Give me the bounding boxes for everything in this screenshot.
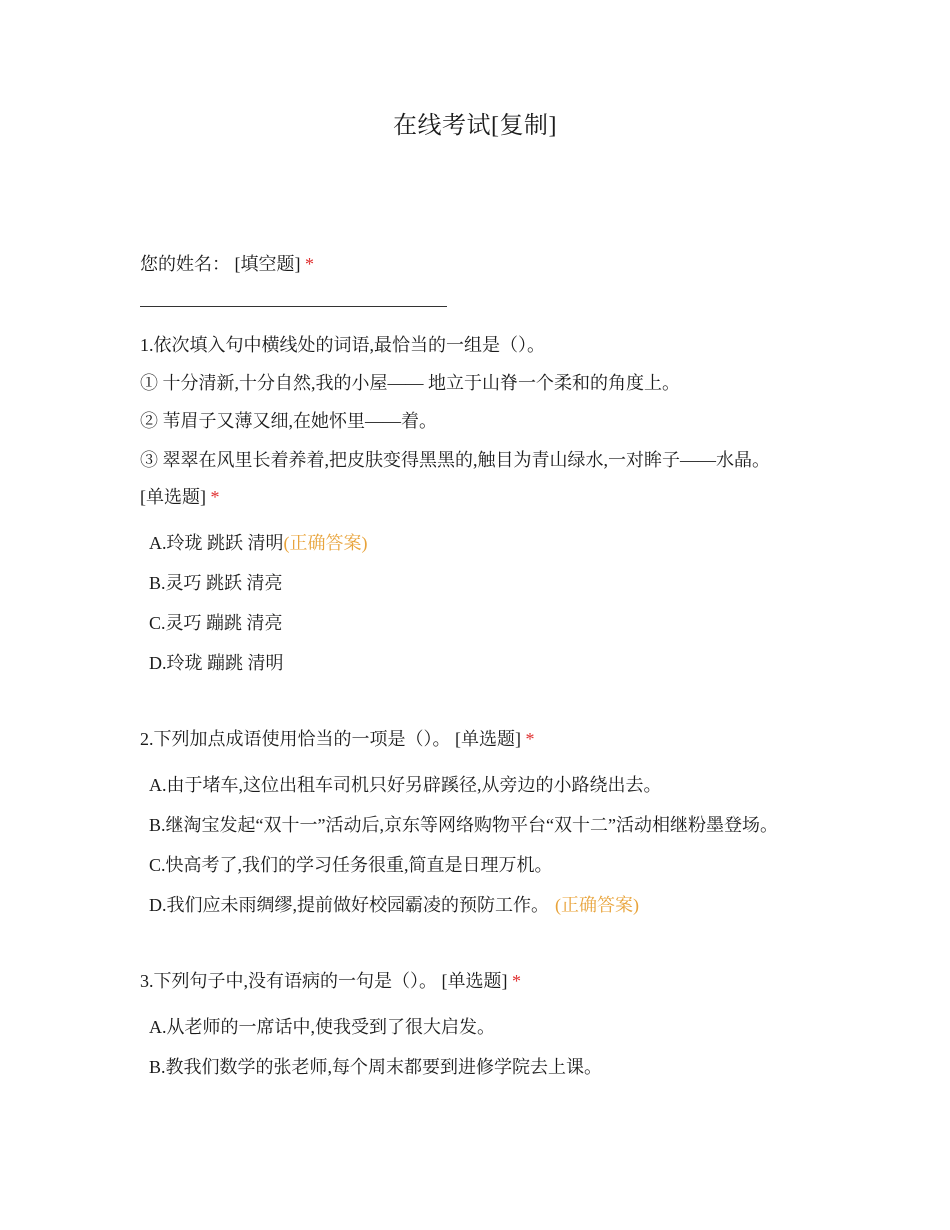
- option-text: B.灵巧 跳跃 清亮: [149, 573, 283, 593]
- question-type: [单选题]: [140, 487, 206, 507]
- question-3-stem: [140, 969, 521, 993]
- name-question: [140, 252, 314, 276]
- question-2-option-a[interactable]: [149, 773, 662, 797]
- option-text: B.继淘宝发起“双十一”活动后,京东等网络购物平台“双十二”活动相继粉墨登场。: [149, 815, 778, 835]
- question-1-option-c[interactable]: [149, 611, 283, 635]
- question-1-type: [140, 485, 220, 509]
- question-1-sentence-1: ① 十分清新,十分自然,我的小屋—— 地立于山脊一个柔和的角度上。: [140, 373, 680, 393]
- question-type: [单选题]: [455, 729, 521, 749]
- question-2-option-b[interactable]: [149, 813, 778, 837]
- option-text: A.玲珑 跳跃 清明: [149, 533, 284, 553]
- question-1-stem: 1.依次填入句中横线处的词语,最恰当的一组是（）。: [140, 335, 545, 355]
- question-1-sentence-3: ③ 翠翠在风里长着养着,把皮肤变得黑黑的,触目为青山绿水,一对眸子——水晶。: [140, 450, 770, 470]
- option-text: A.从老师的一席话中,使我受到了很大启发。: [149, 1017, 495, 1037]
- question-type: [单选题]: [441, 971, 508, 991]
- required-mark: *: [305, 254, 314, 274]
- option-text: D.我们应未雨绸缪,提前做好校园霸凌的预防工作。: [149, 895, 549, 915]
- required-mark: *: [210, 487, 220, 507]
- question-2-option-d[interactable]: [149, 893, 639, 917]
- question-1-option-d[interactable]: [149, 651, 284, 675]
- name-input-line[interactable]: [140, 306, 447, 307]
- correct-answer-note: (正确答案): [283, 533, 368, 553]
- option-text: C.灵巧 蹦跳 清亮: [149, 613, 283, 633]
- question-text: 2.下列加点成语使用恰当的一项是（）。: [140, 729, 451, 749]
- option-text: C.快高考了,我们的学习任务很重,简直是日理万机。: [149, 855, 553, 875]
- name-label: 您的姓名：: [140, 254, 230, 274]
- question-type: [填空题]: [234, 254, 301, 274]
- option-text: D.玲珑 蹦跳 清明: [149, 653, 284, 673]
- option-text: A.由于堵车,这位出租车司机只好另辟蹊径,从旁边的小路绕出去。: [149, 775, 662, 795]
- question-3-option-a[interactable]: [149, 1015, 495, 1039]
- option-text: B.教我们数学的张老师,每个周末都要到进修学院去上课。: [149, 1057, 603, 1077]
- question-1-sentence-2: ② 苇眉子又薄又细,在她怀里——着。: [140, 411, 437, 431]
- required-mark: *: [525, 729, 535, 749]
- page-title: 在线考试[复制]: [393, 113, 557, 139]
- question-1-option-a[interactable]: [149, 531, 368, 555]
- required-mark: *: [512, 971, 521, 991]
- question-2-stem: [140, 727, 535, 751]
- question-1-option-b[interactable]: [149, 571, 283, 595]
- question-3-option-b[interactable]: [149, 1055, 602, 1079]
- question-text: 3.下列句子中,没有语病的一句是（）。: [140, 971, 437, 991]
- question-2-option-c[interactable]: [149, 853, 553, 877]
- correct-answer-note: (正确答案): [555, 895, 639, 915]
